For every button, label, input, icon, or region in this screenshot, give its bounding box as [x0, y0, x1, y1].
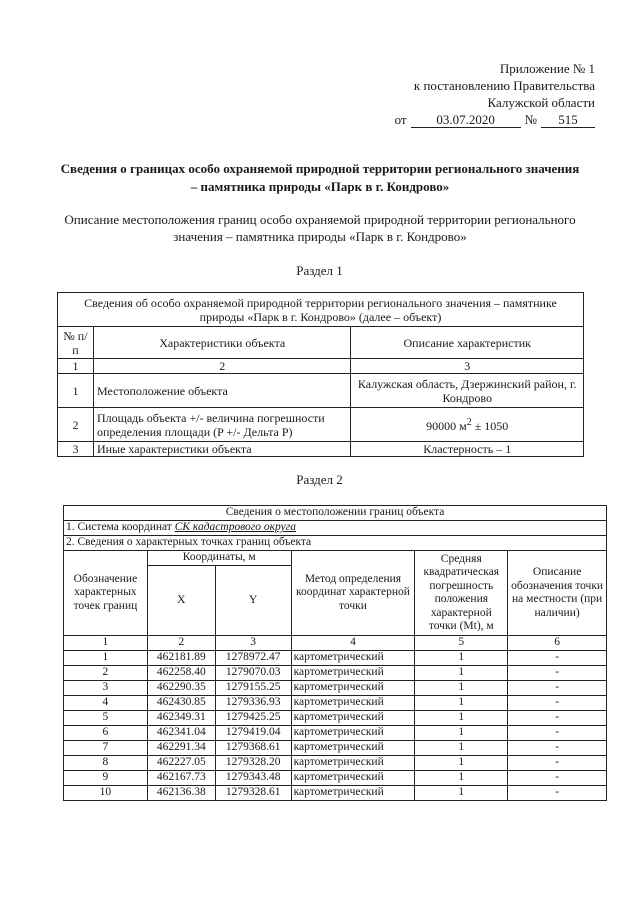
point-description: - — [508, 711, 607, 726]
document-subtitle: Описание местоположения границ особо охраняемой природной территории регионального значения – памятника природы «Парк в г. Кондрово» — [64, 212, 576, 244]
coord-y: 1279336.93 — [215, 696, 291, 711]
table-row — [64, 771, 607, 786]
coord-y: 1279155.25 — [215, 681, 291, 696]
coord-y: 1279368.61 — [215, 741, 291, 756]
number-label: № — [524, 112, 537, 127]
point-number: 3 — [64, 681, 148, 696]
row-characteristic: Местоположение объекта — [93, 374, 351, 408]
col-index: 1 — [58, 359, 94, 374]
mean-error: 1 — [415, 696, 508, 711]
object-info-header: Сведения об особо охраняемой природной территории регионального значения – памятнике природы «Парк в г. Кондрово» (далее – объект) — [58, 293, 584, 327]
row-characteristic: Иные характеристики объекта — [93, 442, 351, 457]
col-desc-header: Описание характеристик — [351, 327, 584, 359]
boundary-table-header: Сведения о местоположении границ объекта — [64, 506, 607, 521]
col-designation-header: Обозначение характерных точек границ — [64, 551, 148, 636]
col-index: 6 — [508, 636, 607, 651]
col-index: 3 — [351, 359, 584, 374]
col-index: 1 — [64, 636, 148, 651]
column-header-row — [64, 551, 607, 566]
mean-error: 1 — [415, 666, 508, 681]
area-unit-exponent: 2 — [466, 417, 472, 428]
coord-y: 1279425.25 — [215, 711, 291, 726]
row-number: 2 — [58, 408, 94, 442]
boundary-points-table — [63, 505, 607, 801]
decree-number: 515 — [541, 113, 595, 128]
point-description: - — [508, 696, 607, 711]
point-number: 4 — [64, 696, 148, 711]
from-label: от — [394, 112, 407, 127]
table-row — [64, 711, 607, 726]
method: картометрический — [291, 666, 415, 681]
points-body — [64, 651, 607, 801]
area-tolerance: ± 1050 — [471, 419, 509, 433]
coord-y: 1279070.03 — [215, 666, 291, 681]
point-number: 6 — [64, 726, 148, 741]
table-row — [58, 442, 584, 457]
coord-x: 462167.73 — [147, 771, 215, 786]
col-error-header: Средняя квадратическая погрешность положения характерной точки (Mt), м — [415, 551, 508, 636]
point-description: - — [508, 666, 607, 681]
point-description: - — [508, 741, 607, 756]
table-header-row — [64, 506, 607, 521]
section-2-label: Раздел 2 — [296, 472, 343, 487]
table-row — [58, 374, 584, 408]
method: картометрический — [291, 651, 415, 666]
table-row — [64, 696, 607, 711]
point-number: 7 — [64, 741, 148, 756]
table-row — [64, 666, 607, 681]
col-index: 2 — [147, 636, 215, 651]
coord-y: 1279328.61 — [215, 786, 291, 801]
table-row — [58, 359, 584, 374]
point-description: - — [508, 651, 607, 666]
decree-date: 03.07.2020 — [411, 113, 521, 128]
col-x-header: X — [147, 566, 215, 636]
mean-error: 1 — [415, 741, 508, 756]
coord-y: 1279419.04 — [215, 726, 291, 741]
table-row — [64, 756, 607, 771]
point-number: 10 — [64, 786, 148, 801]
point-description: - — [508, 771, 607, 786]
appendix-date-line — [395, 111, 595, 128]
col-desc-header: Описание обозначения точки на местности (при наличии) — [508, 551, 607, 636]
appendix-line-3: Калужской области — [487, 95, 595, 110]
coord-y: 1279328.20 — [215, 756, 291, 771]
point-number: 1 — [64, 651, 148, 666]
coordinate-system-row — [64, 521, 607, 536]
table-row — [64, 681, 607, 696]
row-number: 3 — [58, 442, 94, 457]
point-number: 9 — [64, 771, 148, 786]
coord-x: 462290.35 — [147, 681, 215, 696]
col-index: 3 — [215, 636, 291, 651]
row-description: Кластерность – 1 — [351, 442, 584, 457]
coord-x: 462181.89 — [147, 651, 215, 666]
row-description: Калужская область, Дзержинский район, г. Кондрово — [351, 374, 584, 408]
appendix-line-2: к постановлению Правительства — [413, 78, 595, 93]
coord-x: 462136.38 — [147, 786, 215, 801]
col-index: 5 — [415, 636, 508, 651]
method: картометрический — [291, 786, 415, 801]
object-info-table — [57, 292, 584, 457]
method: картометрический — [291, 771, 415, 786]
col-num-header: № п/п — [58, 327, 94, 359]
method: картометрический — [291, 756, 415, 771]
coord-x: 462430.85 — [147, 696, 215, 711]
mean-error: 1 — [415, 711, 508, 726]
mean-error: 1 — [415, 726, 508, 741]
coord-x: 462227.05 — [147, 756, 215, 771]
method: картометрический — [291, 711, 415, 726]
point-number: 8 — [64, 756, 148, 771]
method: картометрический — [291, 726, 415, 741]
coordinate-system-prefix: 1. Система координат — [66, 521, 175, 534]
mean-error: 1 — [415, 681, 508, 696]
document-title: Сведения о границах особо охраняемой природной территории регионального значения – памятника природы «Парк в г. Кондрово» — [60, 161, 580, 194]
method: картометрический — [291, 696, 415, 711]
appendix-header — [395, 60, 595, 128]
col-y-header: Y — [215, 566, 291, 636]
method: картометрический — [291, 741, 415, 756]
row-characteristic: Площадь объекта +/- величина погрешности определения площади (P +/- Дельта P) — [93, 408, 351, 442]
mean-error: 1 — [415, 771, 508, 786]
coord-x: 462258.40 — [147, 666, 215, 681]
col-index: 4 — [291, 636, 415, 651]
coord-y: 1279343.48 — [215, 771, 291, 786]
col-char-header: Характеристики объекта — [93, 327, 351, 359]
table-row — [58, 408, 584, 442]
index-row — [64, 636, 607, 651]
points-header: 2. Сведения о характерных точках границ объекта — [64, 536, 607, 551]
point-description: - — [508, 756, 607, 771]
point-description: - — [508, 726, 607, 741]
coord-x: 462349.31 — [147, 711, 215, 726]
row-description — [351, 408, 584, 442]
col-coords-header: Координаты, м — [147, 551, 291, 566]
section-1-label: Раздел 1 — [296, 263, 343, 278]
mean-error: 1 — [415, 786, 508, 801]
coord-x: 462291.34 — [147, 741, 215, 756]
table-row — [64, 651, 607, 666]
col-index: 2 — [93, 359, 351, 374]
table-row — [64, 741, 607, 756]
area-value: 90000 м — [426, 419, 467, 433]
coordinate-system — [64, 521, 607, 536]
points-header-row — [64, 536, 607, 551]
coord-x: 462341.04 — [147, 726, 215, 741]
mean-error: 1 — [415, 651, 508, 666]
method: картометрический — [291, 681, 415, 696]
appendix-line-1: Приложение № 1 — [499, 61, 595, 76]
point-description: - — [508, 786, 607, 801]
coord-y: 1278972.47 — [215, 651, 291, 666]
table-header-row — [58, 293, 584, 327]
table-row — [64, 786, 607, 801]
point-description: - — [508, 681, 607, 696]
point-number: 2 — [64, 666, 148, 681]
point-number: 5 — [64, 711, 148, 726]
table-row — [58, 327, 584, 359]
col-method-header: Метод определения координат характерной точки — [291, 551, 415, 636]
table-row — [64, 726, 607, 741]
mean-error: 1 — [415, 756, 508, 771]
row-number: 1 — [58, 374, 94, 408]
coordinate-system-value: СК кадастрового округа — [174, 521, 296, 534]
